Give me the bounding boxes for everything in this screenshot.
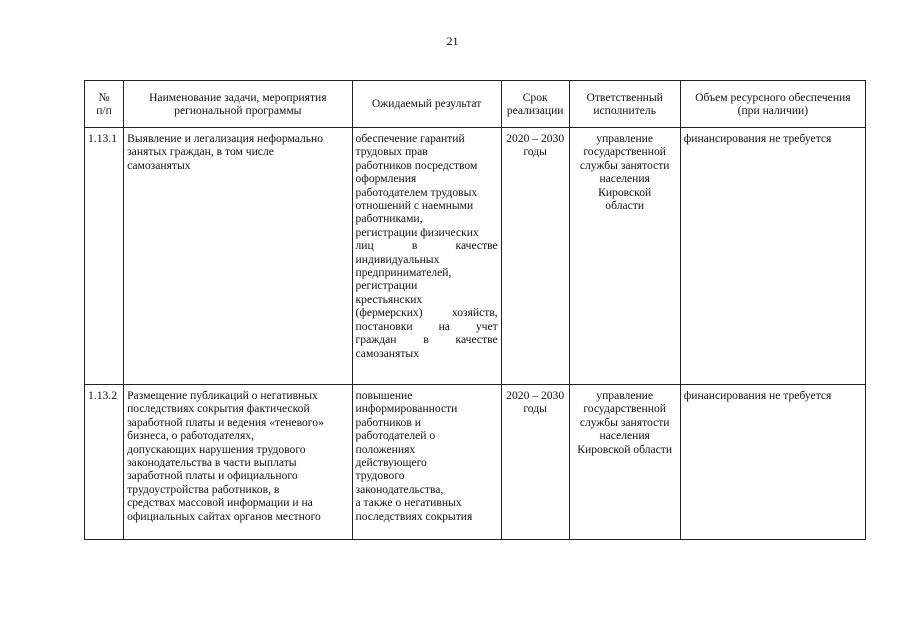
text-line: положениях <box>355 442 416 456</box>
text-line: законодательства в части выплаты <box>127 456 297 470</box>
text-line: официальных сайтах органов местного <box>127 509 321 523</box>
text-line: работниками, <box>355 212 423 226</box>
page-number: 21 <box>446 34 459 48</box>
justified-line <box>356 333 498 346</box>
text-line: Кировской <box>598 185 652 199</box>
text-line: годы <box>523 402 547 416</box>
text-line: обеспечение гарантий <box>355 132 465 145</box>
text-line: управление <box>596 389 654 402</box>
task-cell <box>124 385 352 540</box>
responsible-cell <box>569 128 680 385</box>
text-line: бизнеса, о работодателях, <box>127 429 254 443</box>
text-line: оформления <box>355 172 417 186</box>
header-result <box>352 81 501 128</box>
text-line: повышение <box>355 389 413 402</box>
text-line: последствиях сокрытия фактической <box>127 402 310 416</box>
word: хозяйств, <box>451 306 498 320</box>
table-row <box>85 128 866 385</box>
word: на <box>438 319 450 333</box>
text-line: Выявление и легализация неформально <box>127 132 324 145</box>
text-line: Срок <box>522 90 548 104</box>
text-line: Размещение публикаций о негативных <box>127 389 318 402</box>
program-table <box>84 80 866 540</box>
text-line: п/п <box>96 104 112 117</box>
row-number: 1.13.1 <box>85 128 124 385</box>
header-funding <box>680 81 865 128</box>
text-line: крестьянских <box>355 292 423 306</box>
text-line: государственной <box>583 145 666 159</box>
text-line: государственной <box>583 402 666 416</box>
text-line: работодателем трудовых <box>355 185 478 199</box>
text-line: 2020 – 2030 <box>506 389 565 402</box>
row-number: 1.13.2 <box>85 385 124 540</box>
text-line: управление <box>596 132 654 145</box>
result-cell <box>352 128 501 385</box>
text-line: работников посредством <box>355 158 478 172</box>
word: в <box>423 333 429 347</box>
text-line: службы занятости <box>579 158 670 172</box>
word: лиц <box>355 239 374 253</box>
term-cell <box>501 128 569 385</box>
task-cell <box>124 128 352 385</box>
text-line: Ответственный <box>586 90 663 104</box>
text-line: заработной платы и ведения «теневого» <box>127 415 324 429</box>
text-line: последствиях сокрытия <box>355 509 473 523</box>
text-line: законодательства, <box>355 482 444 496</box>
text-line: отношений с наемными <box>355 199 474 213</box>
text-line: годы <box>523 145 547 159</box>
header-responsible <box>569 81 680 128</box>
text-line: работников и <box>355 415 421 429</box>
text-line: трудовых прав <box>355 145 428 159</box>
text-line: средствах массовой информации и на <box>127 496 313 510</box>
text-line: а также о негативных <box>355 496 462 510</box>
text-line: исполнитель <box>593 104 657 117</box>
text-line: региональной программы <box>174 104 302 117</box>
text-line: 2020 – 2030 <box>506 132 565 145</box>
justified-line <box>356 306 498 319</box>
justified-line <box>356 239 498 252</box>
term-cell <box>501 385 569 540</box>
word: (фермерских) <box>355 306 423 320</box>
word: в <box>411 239 418 253</box>
header-num <box>85 81 124 128</box>
text-line: допускающих нарушения трудового <box>127 442 306 456</box>
table-header <box>85 81 866 128</box>
text-line: действующего <box>355 456 427 470</box>
text-line: заработной платы и официального <box>127 469 298 483</box>
text-line: Объем ресурсного обеспечения <box>695 90 851 104</box>
table-row <box>85 385 866 540</box>
result-cell <box>352 385 501 540</box>
word: граждан <box>355 333 397 347</box>
responsible-cell <box>569 385 680 540</box>
text-line: самозанятых <box>355 346 419 360</box>
text-line: занятых граждан, в том числе <box>127 145 274 159</box>
word: учет <box>475 319 498 333</box>
text-line: самозанятых <box>127 158 191 172</box>
text-line: трудоустройства работников, в <box>127 482 280 496</box>
justified-line <box>356 320 498 333</box>
word: качестве <box>455 333 498 347</box>
header-term <box>501 81 569 128</box>
text-line: регистрации физических <box>355 225 479 239</box>
text-line: Наименование задачи, мероприятия <box>149 90 327 104</box>
funding-cell: финансирования не требуется <box>680 385 865 540</box>
text-line: населения <box>599 429 650 443</box>
header-task <box>124 81 352 128</box>
text-line: области <box>605 199 645 213</box>
word: постановки <box>355 319 413 333</box>
text-line: населения <box>599 172 650 186</box>
text-line: работодателей о <box>355 429 436 443</box>
text-line: Ожидаемый результат <box>371 97 482 111</box>
text-line: № <box>98 90 110 104</box>
funding-cell: финансирования не требуется <box>680 128 865 385</box>
text-line: Кировской области <box>577 442 673 456</box>
text-line: реализации <box>506 104 564 117</box>
text-line: регистрации <box>355 279 418 293</box>
text-line: индивидуальных <box>355 252 440 266</box>
text-line: (при наличии) <box>737 104 809 117</box>
text-line: информированности <box>355 402 458 416</box>
text-line: трудового <box>355 469 405 483</box>
word: качестве <box>455 239 498 253</box>
text-line: службы занятости <box>579 415 670 429</box>
text-line: предпринимателей, <box>355 266 452 280</box>
